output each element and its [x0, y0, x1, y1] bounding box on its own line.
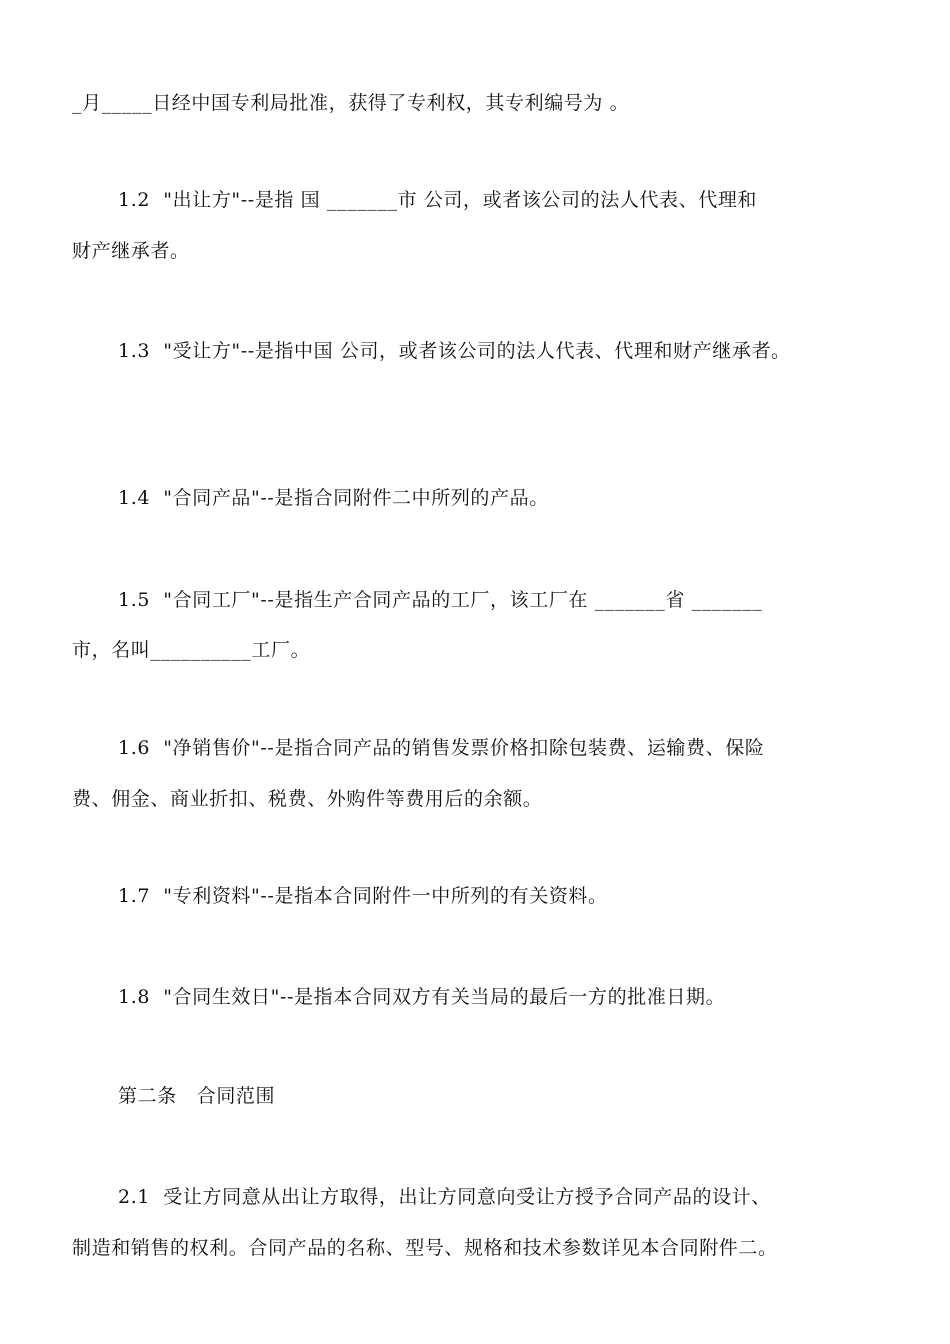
clause-1-5-line-1: 1.5 "合同工厂"--是指生产合同产品的工厂，该工厂在 _______省 _______: [118, 589, 763, 611]
section-heading-article-2: 第二条 合同范围: [118, 1085, 276, 1107]
clause-1-6-line-2: 费、佣金、商业折扣、税费、外购件等费用后的余额。: [72, 788, 543, 810]
text-line-patent-number: _月_____日经中国专利局批准，获得了专利权，其专利编号为 。: [72, 92, 630, 114]
clause-1-2-line-1: 1.2 "出让方"--是指 国 _______市 公司，或者该公司的法人代表、代理和: [118, 189, 758, 211]
clause-2-1-line-2: 制造和销售的权利。合同产品的名称、型号、规格和技术参数详见本合同附件二。: [72, 1237, 778, 1259]
clause-1-3: 1.3 "受让方"--是指中国 公司，或者该公司的法人代表、代理和财产继承者。: [118, 340, 791, 362]
clause-1-7: 1.7 "专利资料"--是指本合同附件一中所列的有关资料。: [118, 885, 608, 907]
clause-1-4: 1.4 "合同产品"--是指合同附件二中所列的产品。: [118, 487, 549, 509]
clause-1-2-line-2: 财产继承者。: [72, 240, 190, 262]
clause-1-5-line-2: 市，名叫__________工厂。: [72, 639, 311, 661]
clause-2-1-line-1: 2.1 受让方同意从出让方取得，出让方同意向受让方授予合同产品的设计、: [118, 1186, 771, 1208]
clause-1-8: 1.8 "合同生效日"--是指本合同双方有关当局的最后一方的批准日期。: [118, 986, 726, 1008]
clause-1-6-line-1: 1.6 "净销售价"--是指合同产品的销售发票价格扣除包装费、运输费、保险: [118, 737, 765, 759]
